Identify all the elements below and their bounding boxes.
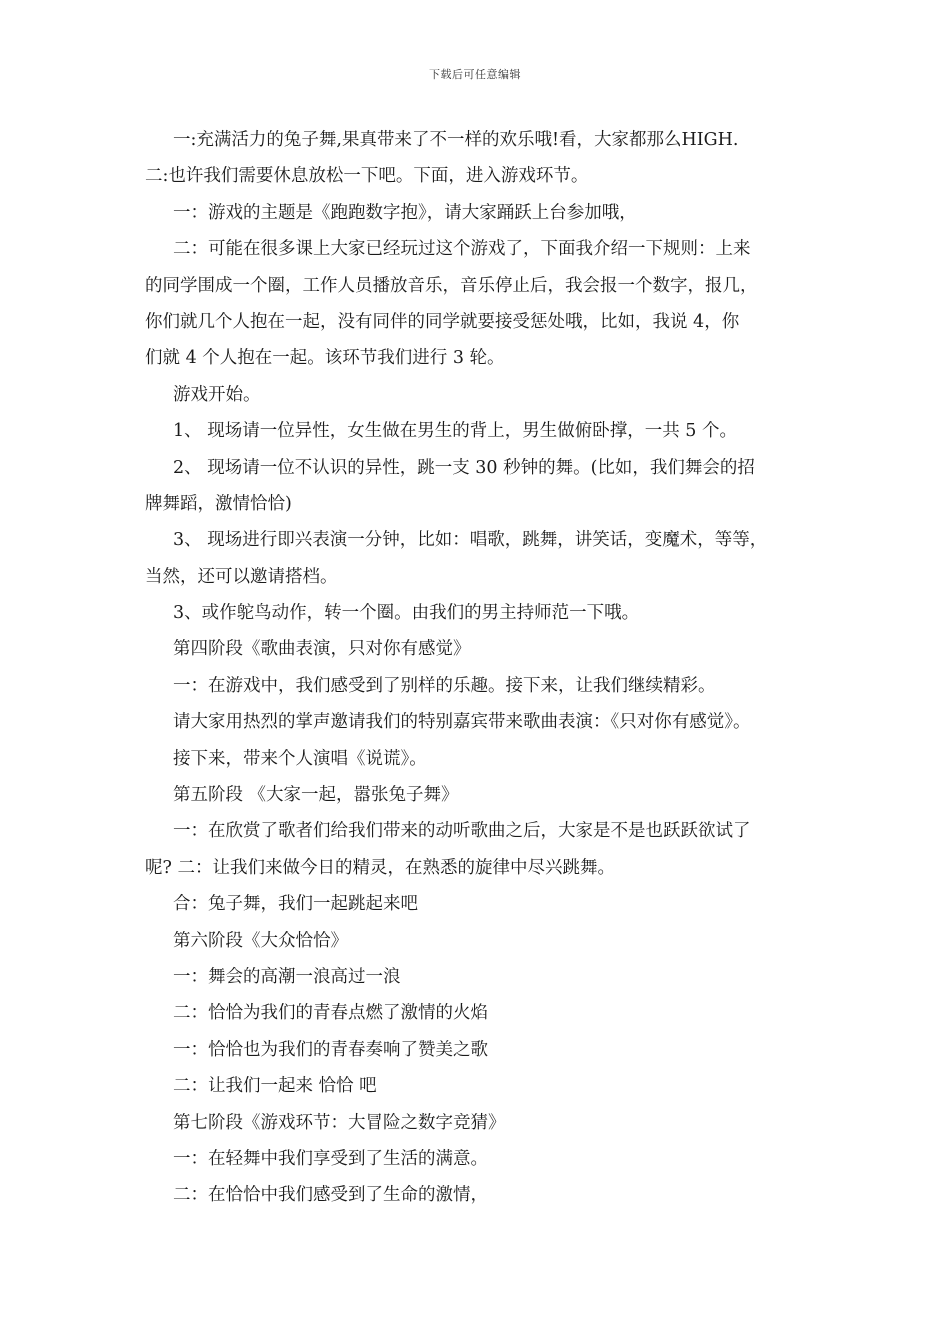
paragraph-line: 一：游戏的主题是《跑跑数字抱》，请大家踊跃上台参加哦， [173,202,637,223]
paragraph-line: 第六阶段《大众恰恰》 [173,930,348,951]
paragraph-line: 二：在恰恰中我们感受到了生命的激情， [173,1185,488,1206]
paragraph-line: 一：恰恰也为我们的青春奏响了赞美之歌 [173,1039,488,1060]
paragraph-line: 二：恰恰为我们的青春点燃了激情的火焰 [173,1003,488,1024]
paragraph-line: 1、 现场请一位异性，女生做在男生的背上，男生做俯卧撑，一共 5 个。 [173,421,737,442]
paragraph-line: 一：在游戏中，我们感受到了别样的乐趣。接下来，让我们继续精彩。 [173,675,716,696]
paragraph-line: 第四阶段《歌曲表演，只对你有感觉》 [173,639,471,660]
paragraph-line: 请大家用热烈的掌声邀请我们的特别嘉宾带来歌曲表演：《只对你有感觉》。 [173,712,751,733]
paragraph-line: 们就 4 个人抱在一起。该环节我们进行 3 轮。 [145,348,505,369]
paragraph-line: 呢? 二：让我们来做今日的精灵，在熟悉的旋律中尽兴跳舞。 [145,857,615,878]
paragraph-line: 第五阶段 《大家一起，嚣张兔子舞》 [173,785,459,806]
paragraph-line: 合：兔子舞，我们一起跳起来吧 [173,894,418,915]
paragraph-line: 的同学围成一个圈，工作人员播放音乐，音乐停止后，我会报一个数字，报几， [145,275,758,296]
paragraph-line: 二:也许我们需要休息放松一下吧。下面，进入游戏环节。 [145,166,589,187]
paragraph-line: 3、 现场进行即兴表演一分钟，比如：唱歌，跳舞，讲笑话，变魔术，等等， [173,530,768,551]
paragraph-line: 二：可能在很多课上大家已经玩过这个游戏了，下面我介绍一下规则：上来 [173,239,751,260]
paragraph-line: 一：舞会的高潮一浪高过一浪 [173,966,401,987]
paragraph-line: 游戏开始。 [173,384,261,405]
paragraph-line: 一：在欣赏了歌者们给我们带来的动听歌曲之后，大家是不是也跃跃欲试了 [173,821,751,842]
document-body [145,122,815,1214]
paragraph-line: 牌舞蹈，激情恰恰) [145,493,292,514]
paragraph-line: 当然，还可以邀请搭档。 [145,566,338,587]
paragraph-line: 3、或作鸵鸟动作，转一个圈。由我们的男主持师范一下哦。 [173,603,640,624]
paragraph-line: 二：让我们一起来 恰恰 吧 [173,1076,377,1097]
paragraph-line: 一：在轻舞中我们享受到了生活的满意。 [173,1148,488,1169]
paragraph-line: 你们就几个人抱在一起，没有同伴的同学就要接受惩处哦，比如，我说 4，你 [145,311,740,332]
paragraph-line: 第七阶段《游戏环节：大冒险之数字竞猜》 [173,1112,506,1133]
paragraph-line: 一:充满活力的兔子舞,果真带来了不一样的欢乐哦!看，大家都那么HIGH. [173,130,739,150]
paragraph-line: 接下来，带来个人演唱《说谎》。 [173,748,427,769]
paragraph-line: 2、 现场请一位不认识的异性，跳一支 30 秒钟的舞。(比如，我们舞会的招 [173,457,755,478]
page-header: 下载后可任意编辑 [429,68,521,81]
